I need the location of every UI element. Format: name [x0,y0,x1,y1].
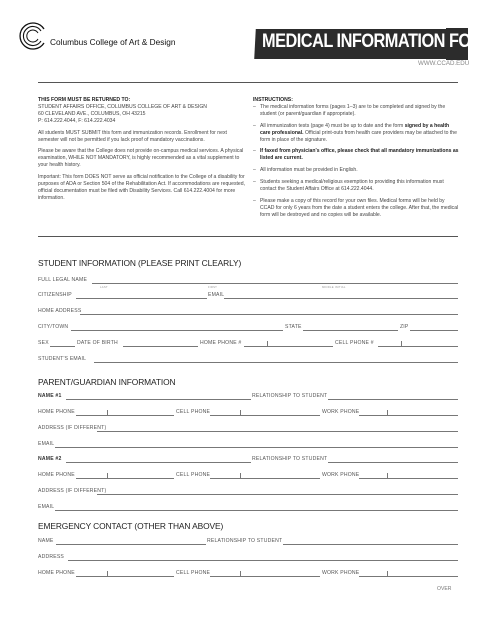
cell-phone-label: CELL PHONE # [335,340,374,346]
emergency-cell-phone-label: CELL PHONE [176,570,211,576]
area-code-divider [387,410,388,415]
area-code-divider [401,341,402,346]
area-code-divider [267,341,268,346]
guardian1-name-label: NAME #1 [38,393,62,399]
notice-paragraph: Please be aware that the College does not provide on-campus medical services. A physical examination, WHILE NOT MANDATORY, is highly recommended as a vital supplement to your health history. [38,148,244,169]
instructions [253,97,459,224]
address-line: STUDENT AFFAIRS OFFICE, COLUMBUS COLLEGE OF ART & DESIGN [38,103,207,110]
guardian1-work-phone-label: WORK PHONE [322,409,360,415]
zip-label: ZIP [400,324,409,330]
guardian2-relationship-label: RELATIONSHIP TO STUDENT [252,456,328,462]
email-field[interactable] [224,298,458,299]
ccad-logo-icon [18,21,48,51]
guardian2-email-label: EMAIL [38,504,55,510]
divider [38,236,458,237]
website-link[interactable]: WWW.CCAD.EDU [418,60,470,67]
citizenship-label: CITIZENSHIP [38,292,72,298]
emergency-name-label: NAME [38,538,54,544]
area-code-divider [387,571,388,576]
guardian2-address-field[interactable] [97,494,458,495]
cell-phone-field[interactable] [378,346,458,347]
guardian2-work-phone-field[interactable] [359,478,458,479]
email-label: EMAIL [208,292,225,298]
name-sub-middle: MIDDLE INITIAL [322,285,346,289]
instructions-heading: INSTRUCTIONS: [253,97,293,103]
emergency-section-title: EMERGENCY CONTACT (OTHER THAN ABOVE) [38,521,224,531]
home-address-label: HOME ADDRESS [38,308,82,314]
guardian1-email-label: EMAIL [38,441,55,447]
students-email-field[interactable] [94,362,458,363]
notice-paragraph: All students MUST SUBMIT this form and immunization records. Enrollment for next semester will not be permitted if you lack proof of mandatory vaccinations. [38,129,227,143]
guardian1-home-phone-field[interactable] [76,415,174,416]
name-sub-first: FIRST [208,285,218,289]
state-label: STATE [285,324,302,330]
over-indicator: OVER [437,586,452,592]
emergency-relationship-label: RELATIONSHIP TO STUDENT [207,538,283,544]
area-code-divider [240,410,241,415]
students-email-label: STUDENT'S EMAIL [38,356,87,362]
guardian2-cell-phone-label: CELL PHONE [176,472,211,478]
divider [38,82,458,83]
guardian1-email-field[interactable] [55,447,458,448]
guardian1-relationship-field[interactable] [328,399,458,400]
instruction-item: – If faxed from physician's office, please check that all mandatory immunizations as listed are current. [253,148,459,162]
emergency-cell-phone-field[interactable] [210,576,320,577]
address-line: 60 CLEVELAND AVE., COLUMBUS, OH 43215 [38,110,146,117]
guardian2-address-label: ADDRESS (IF DIFFERENT) [38,488,107,494]
guardian1-home-phone-label: HOME PHONE [38,409,75,415]
instruction-item: – Students seeking a medical/religious exemption to providing this information must contact the Student Affairs Office at 614.222.4044. [253,179,459,193]
guardian1-name-field[interactable] [66,399,251,400]
area-code-divider [107,410,108,415]
dob-label: DATE OF BIRTH [77,340,118,346]
guardian-section-title: PARENT/GUARDIAN INFORMATION [38,377,176,387]
emergency-address-label: ADDRESS [38,554,65,560]
home-address-field[interactable] [80,314,458,315]
dob-field[interactable] [123,346,198,347]
guardian2-work-phone-label: WORK PHONE [322,472,360,478]
name-sub-last: LAST [100,285,108,289]
citizenship-field[interactable] [76,298,207,299]
home-phone-field[interactable] [244,346,333,347]
full-name-field[interactable] [92,283,458,284]
guardian1-relationship-label: RELATIONSHIP TO STUDENT [252,393,328,399]
return-info [38,97,248,207]
guardian2-cell-phone-field[interactable] [210,478,320,479]
emergency-home-phone-field[interactable] [76,576,174,577]
emergency-address-field[interactable] [68,560,458,561]
guardian1-address-label: ADDRESS (IF DIFFERENT) [38,425,107,431]
guardian1-cell-phone-label: CELL PHONE [176,409,211,415]
emergency-work-phone-field[interactable] [359,576,458,577]
guardian2-name-label: NAME #2 [38,456,62,462]
area-code-divider [240,571,241,576]
guardian1-work-phone-field[interactable] [359,415,458,416]
instruction-item: – All immunization tests (page 4) must be up to date and the form signed by a health care professional. Official print-outs from health care providers may be attached to the form in place of the signature. [253,123,459,144]
emergency-name-field[interactable] [56,544,206,545]
area-code-divider [107,571,108,576]
sex-field[interactable] [50,346,75,347]
form-title: MEDICAL INFORMATION FORM [262,31,495,52]
state-field[interactable] [303,330,398,331]
home-phone-label: HOME PHONE # [200,340,242,346]
logo-wordmark: Columbus College of Art & Design [50,37,176,47]
emergency-home-phone-label: HOME PHONE [38,570,75,576]
student-section-title: STUDENT INFORMATION (PLEASE PRINT CLEARLY) [38,258,242,268]
notice-paragraph: Important: This form DOES NOT serve as official notification to the College of a disability for purposes of ADA or Section 504 of the Rehabilitation Act. If accommodations are requested, official documentation must be filed with Disability Services. Call 614.222.4004 for more information. [38,174,245,201]
instruction-item: – Please make a copy of this record for your own files. Medical forms will be held by CCAD for only 6 years from the date a student enters the college. After that, the medical form will be destroyed and no copies will be available. [253,198,459,219]
zip-field[interactable] [410,330,458,331]
city-field[interactable] [71,330,283,331]
guardian1-address-field[interactable] [97,431,458,432]
return-heading: THIS FORM MUST BE RETURNED TO: [38,97,131,103]
address-line: P: 614.222.4044, F: 614.222.4034 [38,117,116,124]
full-name-label: FULL LEGAL NAME [38,277,88,283]
area-code-divider [240,473,241,478]
guardian1-cell-phone-field[interactable] [210,415,320,416]
instruction-item: – The medical information forms (pages 1–3) are to be completed and signed by the student (or parent/guardian if appropriate). [253,104,459,118]
area-code-divider [107,473,108,478]
emergency-relationship-field[interactable] [283,544,458,545]
instruction-item: – All information must be provided in English. [253,167,459,174]
area-code-divider [387,473,388,478]
city-label: CITY/TOWN [38,324,69,330]
guardian2-email-field[interactable] [55,510,458,511]
emergency-work-phone-label: WORK PHONE [322,570,360,576]
guardian2-name-field[interactable] [66,462,251,463]
guardian2-home-phone-field[interactable] [76,478,174,479]
guardian2-relationship-field[interactable] [328,462,458,463]
guardian2-home-phone-label: HOME PHONE [38,472,75,478]
sex-label: SEX [38,340,49,346]
